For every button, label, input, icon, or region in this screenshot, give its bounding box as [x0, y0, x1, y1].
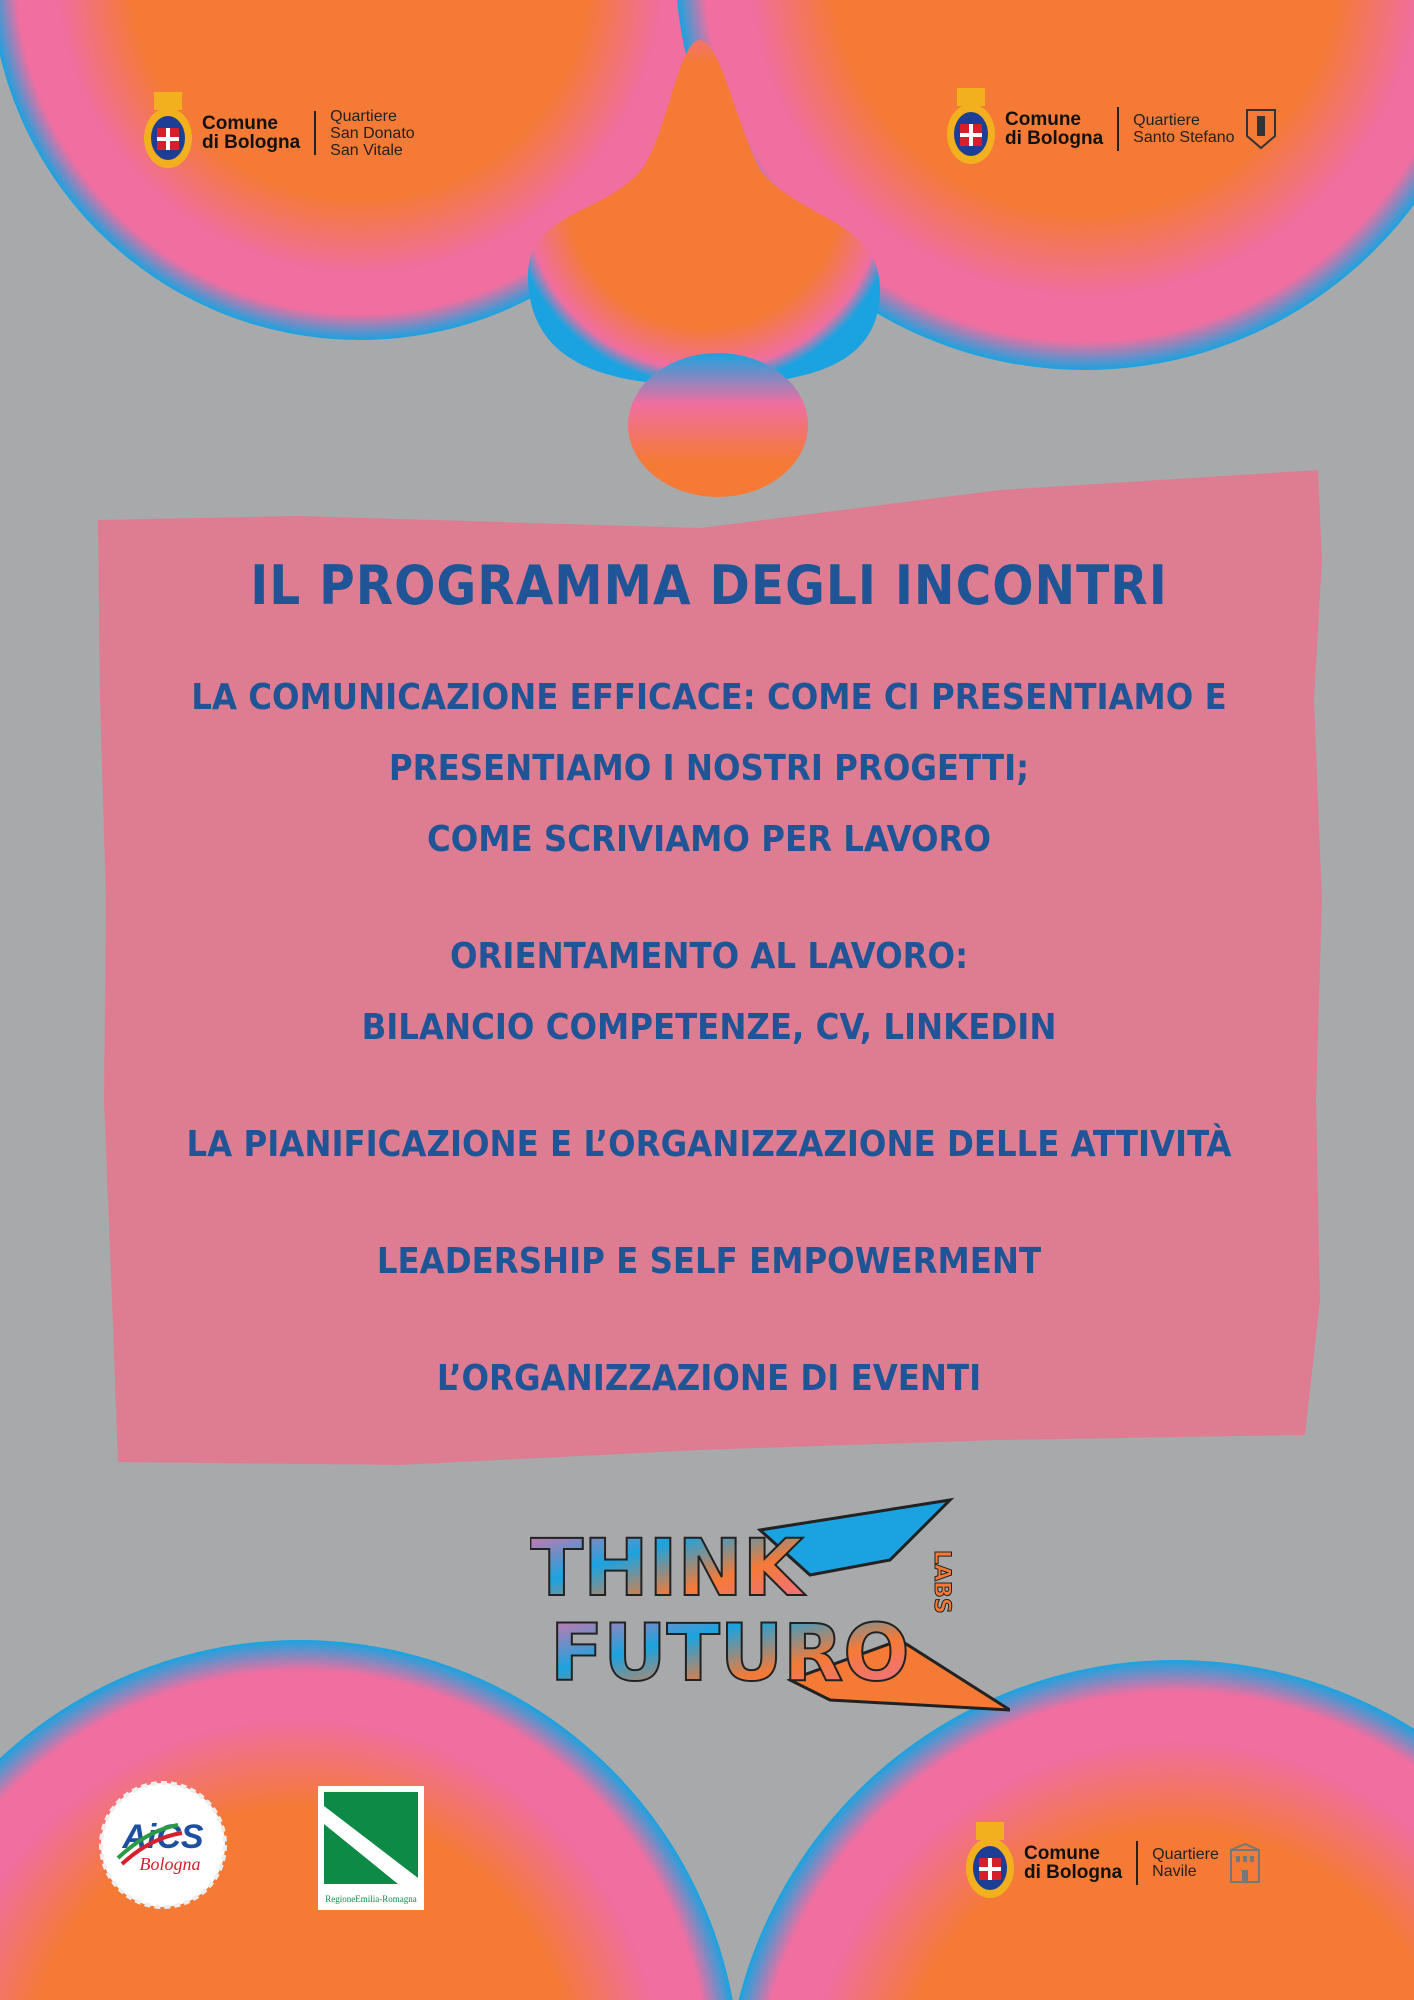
- building-icon: [1229, 1842, 1261, 1884]
- quartiere-text: Quartiere Santo Stefano: [1133, 112, 1235, 146]
- think-futuro-labs-logo: [530, 1490, 1010, 1720]
- bologna-crest-icon: [142, 92, 194, 174]
- think-text: THINK: [530, 1524, 804, 1614]
- quartiere-text: Quartiere Navile: [1152, 1846, 1219, 1880]
- futuro-text: FUTURO: [550, 1609, 910, 1699]
- program-title: IL PROGRAMMA DEGLI INCONTRI: [250, 554, 1168, 617]
- program-item-comunicazione: LA COMUNICAZIONE EFFICACE: COME CI PRESENTIAMO E PRESENTIAMO I NOSTRI PROGETTI; COME SCRIVIAMO PER LAVORO: [191, 677, 1227, 860]
- comune-text: Comune di Bologna: [1024, 1843, 1123, 1883]
- program-item-orientamento: ORIENTAMENTO AL LAVORO: BILANCIO COMPETENZE, CV, LINKEDIN: [361, 936, 1057, 1048]
- comune-text: Comune di Bologna: [202, 113, 301, 153]
- logo-comune-san-donato: [142, 92, 415, 174]
- regione-text: RegioneEmilia-Romagna: [325, 1894, 417, 1904]
- bologna-crest-icon: [945, 88, 997, 170]
- quartiere-text: Quartiere San Donato San Vitale: [330, 107, 415, 159]
- regione-emilia-romagna-logo: [318, 1786, 424, 1910]
- program-item-eventi: L’ORGANIZZAZIONE DI EVENTI: [436, 1358, 982, 1399]
- logo-comune-navile: [964, 1822, 1261, 1904]
- quartiere-emblem-icon: [1245, 108, 1277, 150]
- program-item-leadership: LEADERSHIP E SELF EMPOWERMENT: [376, 1241, 1042, 1282]
- logo-comune-santo-stefano: [945, 88, 1277, 170]
- aics-text: AiCS: [122, 1818, 204, 1856]
- bologna-crest-icon: [964, 1822, 1016, 1904]
- labs-text: LABS: [929, 1550, 954, 1614]
- program-item-pianificazione: LA PIANIFICAZIONE E L’ORGANIZZAZIONE DELLE ATTIVITÀ: [186, 1124, 1232, 1165]
- logo-divider: [314, 111, 316, 155]
- logo-divider: [1136, 1841, 1138, 1885]
- aics-bologna-logo: [98, 1780, 228, 1910]
- disc-shape: [628, 353, 808, 497]
- program-section: [98, 540, 1320, 1460]
- aics-bologna-text: Bologna: [139, 1854, 201, 1874]
- logo-divider: [1117, 107, 1119, 151]
- comune-text: Comune di Bologna: [1005, 109, 1104, 149]
